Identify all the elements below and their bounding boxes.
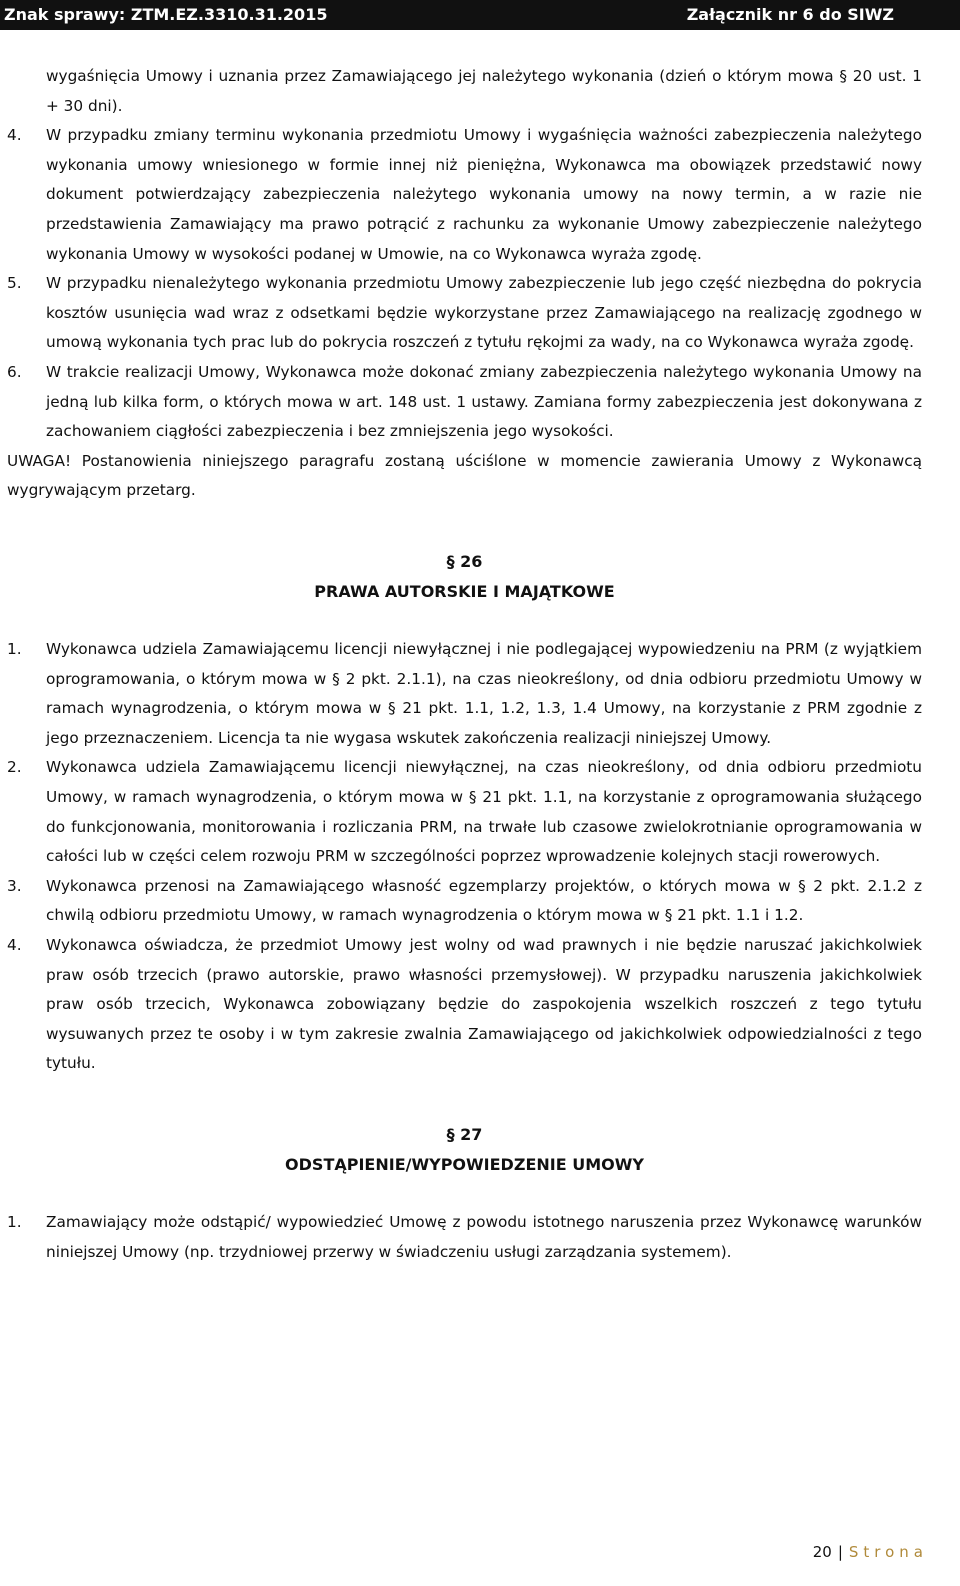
item-number: 4. — [7, 126, 22, 145]
item-text: Wykonawca udziela Zamawiającemu licencji niewyłącznej i nie podlegającej wypowiedzeniu na PRM (z wyjątkiem oprogramowania, o którym mowa w § 2 pkt. 2.1.1), na czas nieokreślony, od dnia odbioru przedmiotu Umowy w ramach wynagrodzenia, o którym mowa w § 21 pkt. 1.1, 1.2, 1.3, 1.4 Umowy, na korzystanie z PRM zgodnie z jego przeznaczeniem. Licencja ta nie wygasa wskutek zakończenia realizacji niniejszej Umowy. — [46, 640, 922, 747]
item-number: 1. — [7, 1213, 22, 1232]
item-number: 1. — [7, 640, 22, 659]
page-header — [0, 0, 960, 30]
list-item — [7, 358, 922, 447]
item-text: W przypadku nienależytego wykonania przedmiotu Umowy zabezpieczenie lub jego część niezbędna do pokrycia kosztów usunięcia wad wraz z odsetkami będzie wykorzystane przez Zamawiającego na realizację zgodnego w umową wykonania tych prac lub do pokrycia roszczeń z tytułu rękojmi za wady, na co Wykonawca wyraża zgodę. — [46, 274, 922, 352]
item-number: 4. — [7, 936, 22, 955]
page-number: 20 — [812, 1543, 832, 1561]
item-number: 2. — [7, 758, 22, 777]
attachment-label: Załącznik nr 6 do SIWZ — [686, 5, 894, 24]
item-number: 3. — [7, 876, 22, 895]
item-text: Zamawiający może odstąpić/ wypowiedzieć Umowę z powodu istotnego naruszenia przez Wykonawcę warunków niniejszej Umowy (np. trzydniowej przerwy w świadczeniu usługi zarządzania systemem). — [46, 1213, 922, 1261]
list-item — [7, 1208, 922, 1267]
item-text: Wykonawca udziela Zamawiającemu licencji niewyłącznej, na czas nieokreślony, od dnia odbioru przedmiotu Umowy, w ramach wynagrodzenia, o którym mowa w § 21 pkt. 1.1, na korzystanie z oprogramowania służącego do funkcjonowania, monitorowania i rozliczania PRM, na trwałe lub czasowe zwielokrotnianie oprogramowania w całości lub w części celem rozwoju PRM w szczególności poprzez wprowadzenie kolejnych stacji rowerowych. — [46, 758, 922, 866]
section-number: § 26 — [446, 551, 483, 571]
section-title: PRAWA AUTORSKIE I MAJĄTKOWE — [314, 581, 615, 601]
item-text: W przypadku zmiany terminu wykonania przedmiotu Umowy i wygaśnięcia ważności zabezpieczenia należytego wykonania umowy wniesionego w formie innej niż pieniężna, Wykonawca ma obowiązek przedstawić nowy dokument potwierdzający zabezpieczenia należytego wykonania umowy na nowy termin, a w razie nie przedstawienia Zamawiający ma prawo potrącić z rachunku za wykonanie Umowy zabezpieczenie należytego wykonania Umowy w wysokości podanej w Umowie, na co Wykonawca wyraża zgodę. — [46, 126, 922, 263]
note-paragraph: UWAGA! Postanowienia niniejszego paragrafu zostaną uściślone w momencie zawierania Umowy z Wykonawcą wygrywającym przetarg. — [7, 451, 922, 500]
footer-separator: | — [837, 1543, 843, 1561]
page-label: Strona — [848, 1543, 928, 1561]
document-body — [7, 62, 922, 1267]
item-text: W trakcie realizacji Umowy, Wykonawca może dokonać zmiany zabezpieczenia należytego wykonania Umowy na jedną lub kilka form, o których mowa w art. 148 ust. 1 ustawy. Zamiana formy zabezpieczenia jest dokonywana z zachowaniem ciągłości zabezpieczenia i bez zmniejszenia jego wysokości. — [46, 362, 922, 441]
list-item — [7, 872, 922, 931]
item-number: 6. — [7, 362, 22, 381]
case-number: Znak sprawy: ZTM.EZ.3310.31.2015 — [4, 5, 328, 24]
item-text: Wykonawca przenosi na Zamawiającego własność egzemplarzy projektów, o których mowa w § 2 pkt. 2.1.2 z chwilą odbioru przedmiotu Umowy, w ramach wynagrodzenia o którym mowa w § 21 pkt. 1.1 i 1.2. — [46, 876, 922, 925]
list-item — [7, 635, 922, 753]
continuation-paragraph: wygaśnięcia Umowy i uznania przez Zamawiającego jej należytego wykonania (dzień o którym mowa § 20 ust. 1 + 30 dni). — [46, 67, 922, 115]
section-number: § 27 — [446, 1125, 483, 1144]
list-item — [7, 269, 922, 358]
list-item — [7, 753, 922, 871]
page-footer — [813, 1543, 928, 1561]
item-number: 5. — [7, 274, 22, 293]
list-item — [7, 931, 922, 1079]
list-item — [7, 121, 922, 269]
item-text: Wykonawca oświadcza, że przedmiot Umowy jest wolny od wad prawnych i nie będzie naruszać jakichkolwiek praw osób trzecich (prawo autorskie, prawo własności przemysłowej). W przypadku naruszenia jakichkolwiek praw osób trzecich, Wykonawca zobowiązany będzie do zaspokojenia wszelkich roszczeń z tego tytułu wysuwanych przez te osoby i w tym zakresie zwalnia Zamawiającego od jakichkolwiek odpowiedzialności z tego tytułu. — [46, 936, 922, 1073]
section-title: ODSTĄPIENIE/WYPOWIEDZENIE UMOWY — [285, 1154, 644, 1174]
